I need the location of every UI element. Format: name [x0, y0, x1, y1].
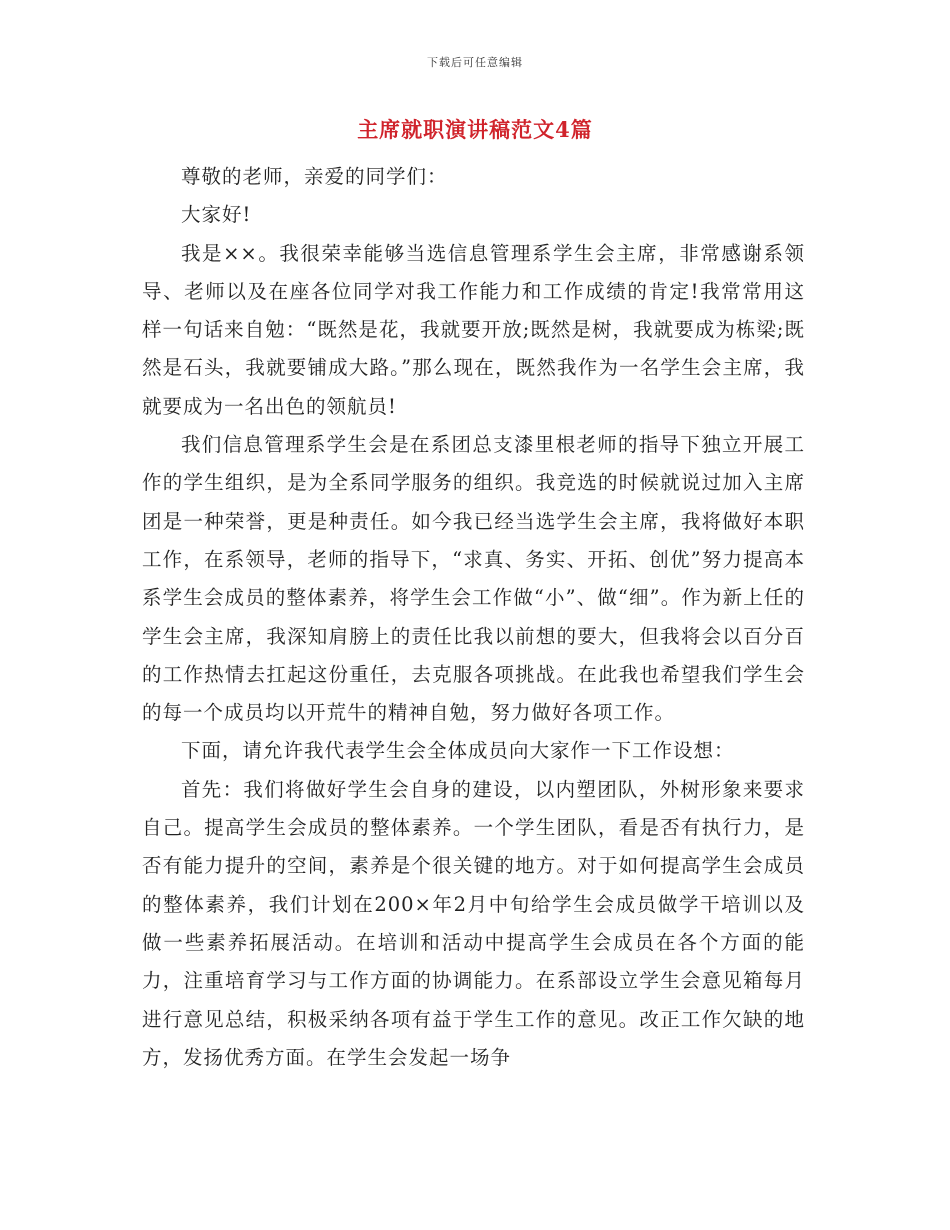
paragraph-work-plan-intro: 下面，请允许我代表学生会全体成员向大家作一下工作设想：: [181, 739, 735, 763]
page-header: 下载后可任意编辑: [427, 56, 523, 69]
paragraph-union-overview: 我们信息管理系学生会是在系团总支漆里根老师的指导下独立开展工作的学生组织，是为全系同学服务的组织。我竞选的时候就说过加入主席团是一种荣誉，更是种责任。如今我已经当选学生会主席，我将做好本职工作，在系领导，老师的指导下，“求真、务实、开拓、创优”努力提高本系学生会成员的整体素养，将学生会工作做“小”、做“细”。作为新上任的学生会主席，我深知肩膀上的责任比我以前想的要大，但我将会以百分百的工作热情去扛起这份重任，去克服各项挑战。在此我也希望我们学生会的每一个成员均以开荒牛的精神自勉，努力做好各项工作。: [142, 433, 805, 725]
paragraph-greeting: 大家好!: [181, 203, 252, 227]
paragraph-salutation: 尊敬的老师，亲爱的同学们：: [181, 165, 448, 188]
document-body: [142, 158, 805, 1077]
document-title: 主席就职演讲稿范文4篇: [357, 117, 593, 142]
paragraph-introduction: 我是××。我很荣幸能够当选信息管理系学生会主席，非常感谢系领导、老师以及在座各位同学对我工作能力和工作成绩的肯定!我常常用这样一句话来自勉：“既然是花，我就要开放;既然是树，我就要成为栋梁;既然是石头，我就要铺成大路。”那么现在，既然我作为一名学生会主席，我就要成为一名出色的领航员!: [142, 241, 805, 418]
paragraph-first-plan: 首先：我们将做好学生会自身的建设，以内塑团队，外树形象来要求自己。提高学生会成员的整体素养。一个学生团队，看是否有执行力，是否有能力提升的空间，素养是个很关键的地方。对于如何提高学生会成员的整体素养，我们计划在200×年2月中旬给学生会成员做学干培训以及做一些素养拓展活动。在培训和活动中提高学生会成员在各个方面的能力，注重培育学习与工作方面的协调能力。在系部设立学生会意见箱每月进行意见总结，积极采纳各项有益于学生工作的意见。改正工作欠缺的地方，发扬优秀方面。在学生会发起一场争: [142, 777, 805, 1069]
